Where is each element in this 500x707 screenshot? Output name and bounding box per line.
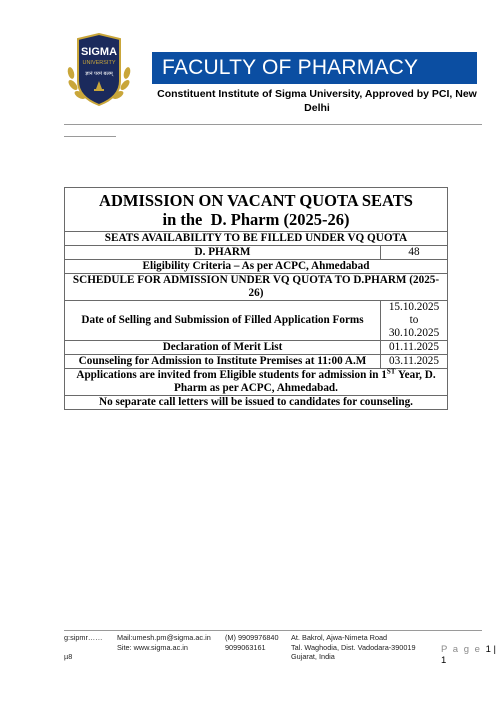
footer-addr2: Tal. Waghodia, Dist. Vadodara-390019 (291, 642, 416, 652)
call-letter-note: No separate call letters will be issued to candidates for counseling. (65, 396, 448, 410)
eligibility-criteria: Eligibility Criteria – As per ACPC, Ahmedabad (65, 260, 448, 274)
file-ref: g:sipmr…… (64, 633, 103, 642)
header-short-divider (64, 136, 116, 137)
logo-motto: ज्ञानं परमं बलम् (85, 71, 113, 77)
notice-title (65, 188, 448, 232)
page-number (441, 644, 500, 666)
page-label: P a g e (441, 644, 482, 655)
invite-sup: ST (386, 367, 396, 376)
invite-part1: Applications are invited from Eligible students for admission in 1 (76, 369, 387, 381)
footer-phone: 9099063161 (225, 642, 266, 652)
logo-name: SIGMA (80, 46, 118, 58)
footer-mail: Mail:umesh.pm@sigma.ac.in (117, 633, 211, 642)
date-to: 30.10.2025 (388, 327, 440, 339)
footer-site: Site: www.sigma.ac.in (117, 642, 188, 652)
date-to-word: to (409, 314, 419, 326)
footer-address (291, 633, 416, 662)
footer-addr1: At. Bakrol, Ajwa-Nimeta Road (291, 633, 388, 642)
footer-phones (225, 633, 279, 652)
notice-title-line2: in the D. Pharm (2025-26) (162, 210, 350, 229)
schedule-heading: SCHEDULE FOR ADMISSION UNDER VQ QUOTA TO D.PHARM (2025-26) (65, 274, 448, 301)
program-name: D. PHARM (65, 246, 381, 260)
seat-count: 48 (381, 246, 448, 260)
schedule-date-range (381, 301, 448, 341)
seats-heading: SEATS AVAILABILITY TO BE FILLED UNDER VQ QUOTA (65, 232, 448, 246)
institute-subtitle: Constituent Institute of Sigma University, Approved by PCI, New Delhi (157, 88, 477, 114)
footer-file-ref (64, 633, 103, 662)
header-divider (64, 124, 482, 125)
file-code: µ8 (64, 652, 73, 661)
admission-notice-table (64, 187, 448, 410)
footer-divider (64, 630, 482, 631)
footer-contact-web (117, 633, 211, 652)
shield-icon (78, 34, 120, 105)
page-num: 1 | 1 (441, 644, 496, 666)
schedule-date: 03.11.2025 (381, 355, 448, 369)
schedule-date: 01.11.2025 (381, 341, 448, 355)
footer-addr3: Gujarat, India (291, 652, 335, 661)
sigma-university-logo (66, 33, 132, 107)
schedule-event: Counseling for Admission to Institute Premises at 11:00 A.M (65, 355, 381, 369)
schedule-event: Declaration of Merit List (65, 341, 381, 355)
schedule-event: Date of Selling and Submission of Filled Application Forms (65, 301, 381, 341)
notice-title-line1: ADMISSION ON VACANT QUOTA SEATS (99, 191, 413, 210)
footer-mobile: (M) 9909976840 (225, 633, 279, 642)
invitation-text (65, 369, 448, 396)
logo-sub: UNIVERSITY (82, 60, 116, 66)
faculty-banner: FACULTY OF PHARMACY (152, 52, 477, 84)
date-from: 15.10.2025 (388, 301, 440, 313)
invite-part2: Year, D. Pharm as per ACPC, Ahmedabad. (174, 369, 436, 394)
